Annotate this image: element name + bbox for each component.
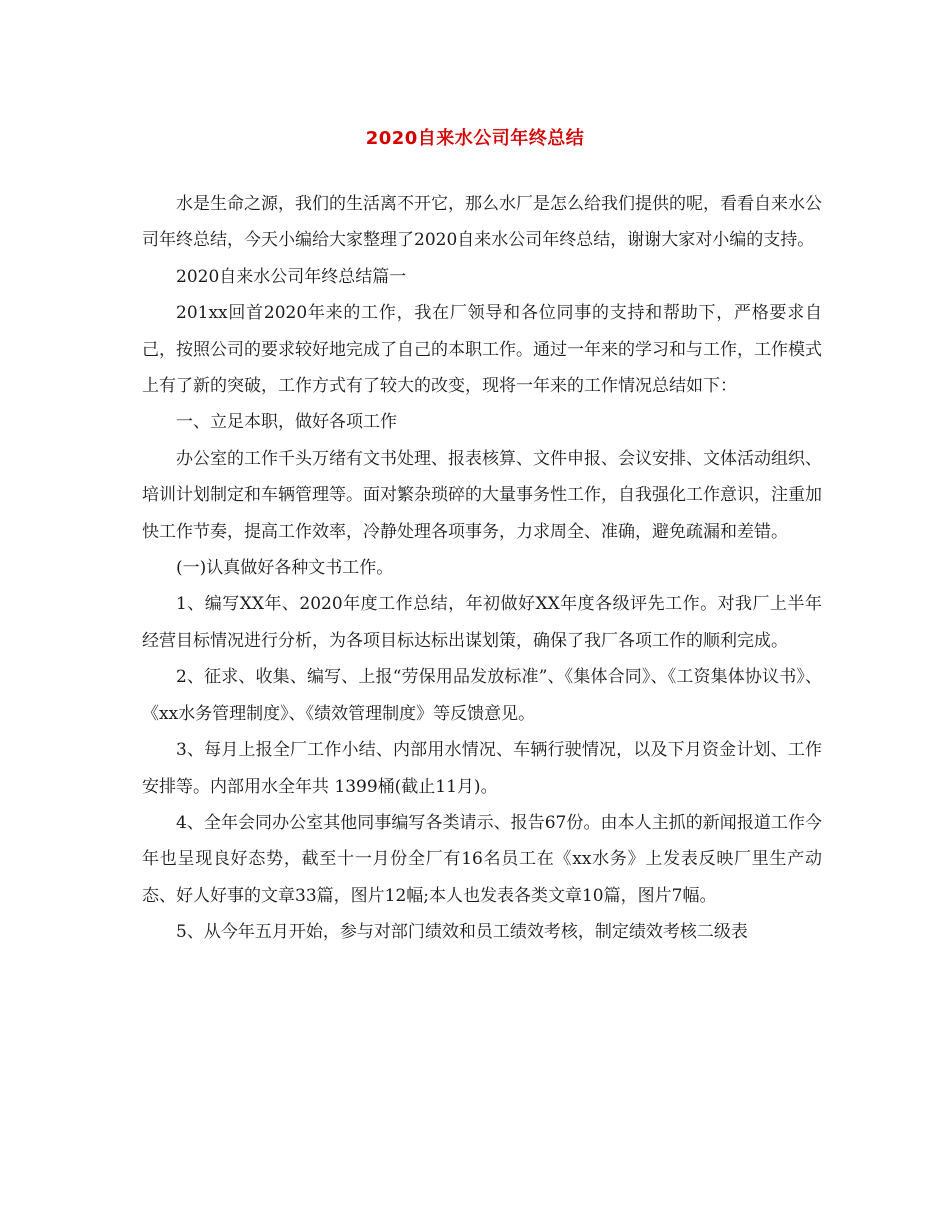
paragraph-intro: 水是生命之源，我们的生活离不开它，那么水厂是怎么给我们提供的呢，看看自来水公司年终总结，今天小编给大家整理了2020自来水公司年终总结，谢谢大家对小编的支持。 — [142, 194, 822, 251]
paragraph-review: 201xx回首2020年来的工作，我在厂领导和各位同事的支持和帮助下，严格要求自己，按照公司的要求较好地完成了自己的本职工作。通过一年来的学习和与工作，工作模式上有了新的突破，工作方式有了较大的改变，现将一年来的工作情况总结如下： — [142, 303, 822, 397]
paragraph-item-3: 3、每月上报全厂工作小结、内部用水情况、车辆行驶情况，以及下月资金计划、工作安排等。内部用水全年共 1399桶(截止11月)。 — [142, 740, 822, 797]
paragraph-item-5: 5、从今年五月开始，参与对部门绩效和员工绩效考核，制定绩效考核二级表 — [176, 922, 748, 943]
paragraph-item-4: 4、全年会同办公室其他同事编写各类请示、报告67份。由本人主抓的新闻报道工作今年也呈现良好态势，截至十一月份全厂有16名员工在《xx水务》上发表反映厂里生产动态、好人好事的文章33篇，图片12幅;本人也发表各类文章10篇，图片7幅。 — [142, 812, 822, 906]
paragraph-office-work: 办公室的工作千头万绪有文书处理、报表核算、文件申报、会议安排、文体活动组织、培训计划制定和车辆管理等。面对繁杂琐碎的大量事务性工作，自我强化工作意识，注重加快工作节奏，提高工作效率，冷静处理各项事务，力求周全、准确，避免疏漏和差错。 — [142, 448, 822, 542]
paragraph-item-1: 1、编写XX年、2020年度工作总结，年初做好XX年度各级评先工作。对我厂上半年经营目标情况进行分析，为各项目标达标出谋划策，确保了我厂各项工作的顺利完成。 — [142, 594, 822, 651]
document-title: 2020自来水公司年终总结 — [365, 128, 585, 149]
paragraph-section-title: 2020自来水公司年终总结篇一 — [176, 266, 407, 287]
paragraph-heading-one: 一、立足本职，做好各项工作 — [176, 412, 397, 433]
paragraph-item-2: 2、征求、收集、编写、上报“劳保用品发放标准”、《集体合同》、《工资集体协议书》、《xx水务管理制度》、《绩效管理制度》等反馈意见。 — [142, 667, 822, 724]
paragraph-subheading-docs: (一)认真做好各种文书工作。 — [176, 558, 394, 579]
document-body — [142, 186, 822, 951]
